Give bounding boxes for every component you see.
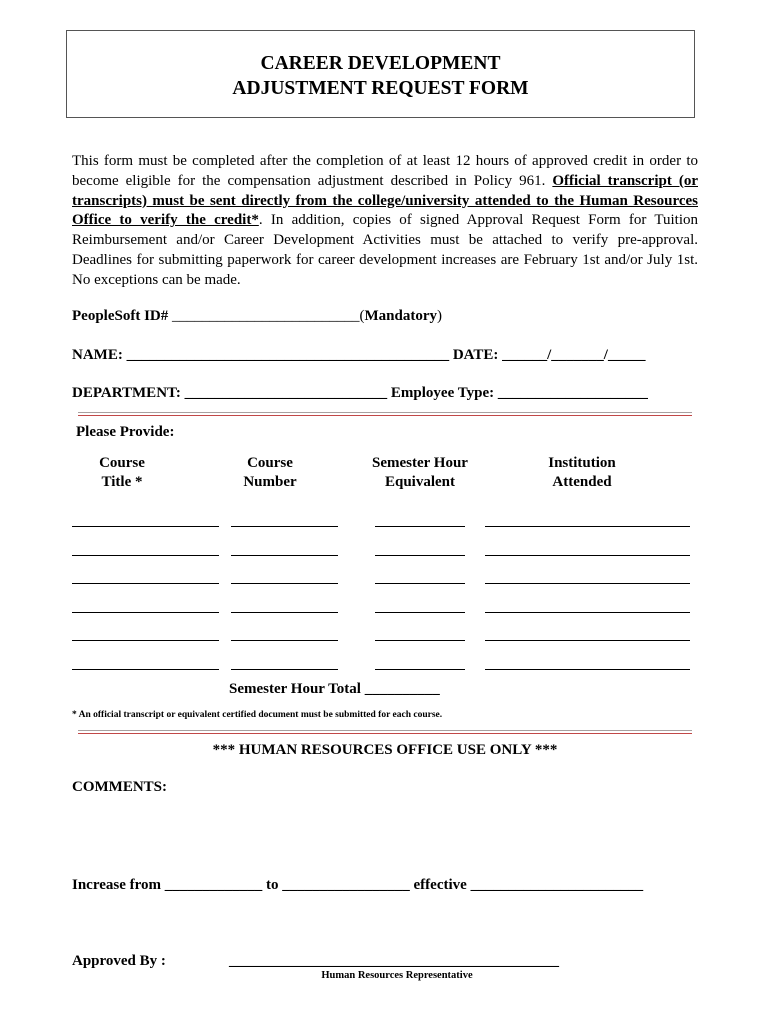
intro-text-part2: . In addition, copies of signed Approval Request Form for Tuition Reimbursement and/or Career Development Activities must be attached to verify pre-approval. Deadlines for submitting paperwork for career development increases are February 1st and/or July 1st. No exceptions can be made. [72,212,698,288]
course-title-field[interactable] [72,555,219,556]
transcript-footnote: * An official transcript or equivalent certified document must be submitted for each course. [72,710,443,720]
institution-field[interactable] [485,669,690,670]
col-header-institution-line1: Institution [548,455,616,471]
form-title-line1: CAREER DEVELOPMENT [260,53,501,74]
col-header-course-number-line2: Number [243,474,297,490]
hr-office-heading: *** HUMAN RESOURCES OFFICE USE ONLY *** [212,742,558,758]
department-row [72,385,648,402]
course-number-field[interactable] [231,526,338,527]
peoplesoft-id-label: PeopleSoft ID# [72,308,169,324]
approved-by-field[interactable]: ____________________________________________ [229,953,559,969]
employee-type-label: Employee Type: [390,385,495,401]
institution-field[interactable] [485,555,690,556]
peoplesoft-id-row [72,308,442,325]
semester-hour-total-field[interactable]: __________ [364,681,440,697]
form-title-line2: ADJUSTMENT REQUEST FORM [232,78,529,99]
increase-row [72,877,643,894]
course-number-field[interactable] [231,583,338,584]
mandatory-close-paren: ) [437,308,442,324]
intro-text-part1: This form must be completed after the completion of at least 12 hours of approved credit in order to become eligible for the compensation adjustment described in Policy 961. [72,153,698,189]
course-number-field[interactable] [231,669,338,670]
increase-from-field[interactable]: _____________ [164,877,263,893]
department-label: DEPARTMENT: [72,385,181,401]
name-field[interactable]: ___________________________________________ [126,347,450,363]
please-provide-label: Please Provide: [76,424,175,440]
comments-label: COMMENTS: [72,779,167,795]
semester-hour-field[interactable] [375,669,465,670]
col-header-course-number [220,454,320,492]
employee-type-field[interactable]: ____________________ [497,385,648,401]
approved-by-label: Approved By : [72,953,166,969]
course-number-field[interactable] [231,640,338,641]
hr-representative-label: Human Resources Representative [321,970,473,981]
semester-hour-total-row [229,681,440,698]
semester-hour-total-label: Semester Hour Total [229,681,361,697]
col-header-institution-line2: Attended [552,474,612,490]
institution-field[interactable] [485,526,690,527]
to-field[interactable]: _________________ [282,877,410,893]
name-date-row [72,347,645,364]
section-divider-top [78,412,692,416]
course-title-field[interactable] [72,526,219,527]
date-field[interactable]: ______/_______/_____ [502,347,646,363]
col-header-course-number-line1: Course [247,455,293,471]
section-divider-bottom [78,730,692,734]
intro-paragraph [72,152,698,291]
col-header-semester-hour-line1: Semester Hour [372,455,468,471]
course-number-field[interactable] [231,555,338,556]
col-header-course-title-line2: Title * [101,474,143,490]
intro-transcript-requirement: Official transcript (or transcripts) must be sent directly from the college/university attended to the Human Resources Office to verify the credit* [72,172,698,229]
department-field[interactable]: ___________________________ [184,385,388,401]
semester-hour-field[interactable] [375,555,465,556]
semester-hour-field[interactable] [375,640,465,641]
course-title-field[interactable] [72,612,219,613]
institution-field[interactable] [485,612,690,613]
institution-field[interactable] [485,640,690,641]
course-number-field[interactable] [231,612,338,613]
effective-field[interactable]: _______________________ [470,877,644,893]
peoplesoft-id-field[interactable]: _________________________ [172,308,360,324]
form-title-box [66,30,695,118]
semester-hour-field[interactable] [375,612,465,613]
effective-label: effective [413,877,467,893]
date-label: DATE: [452,347,499,363]
mandatory-label: Mandatory [364,308,437,324]
to-label: to [266,877,279,893]
col-header-semester-hour-line2: Equivalent [384,474,456,490]
semester-hour-field[interactable] [375,526,465,527]
mandatory-open-paren: ( [359,308,365,324]
increase-from-label: Increase from [72,877,162,893]
institution-field[interactable] [485,583,690,584]
col-header-institution [522,454,642,492]
course-title-field[interactable] [72,669,219,670]
course-title-field[interactable] [72,640,219,641]
col-header-course-title [72,454,172,492]
col-header-course-title-line1: Course [99,455,145,471]
semester-hour-field[interactable] [375,583,465,584]
col-header-semester-hour [360,454,480,492]
course-title-field[interactable] [72,583,219,584]
name-label: NAME: [72,347,123,363]
